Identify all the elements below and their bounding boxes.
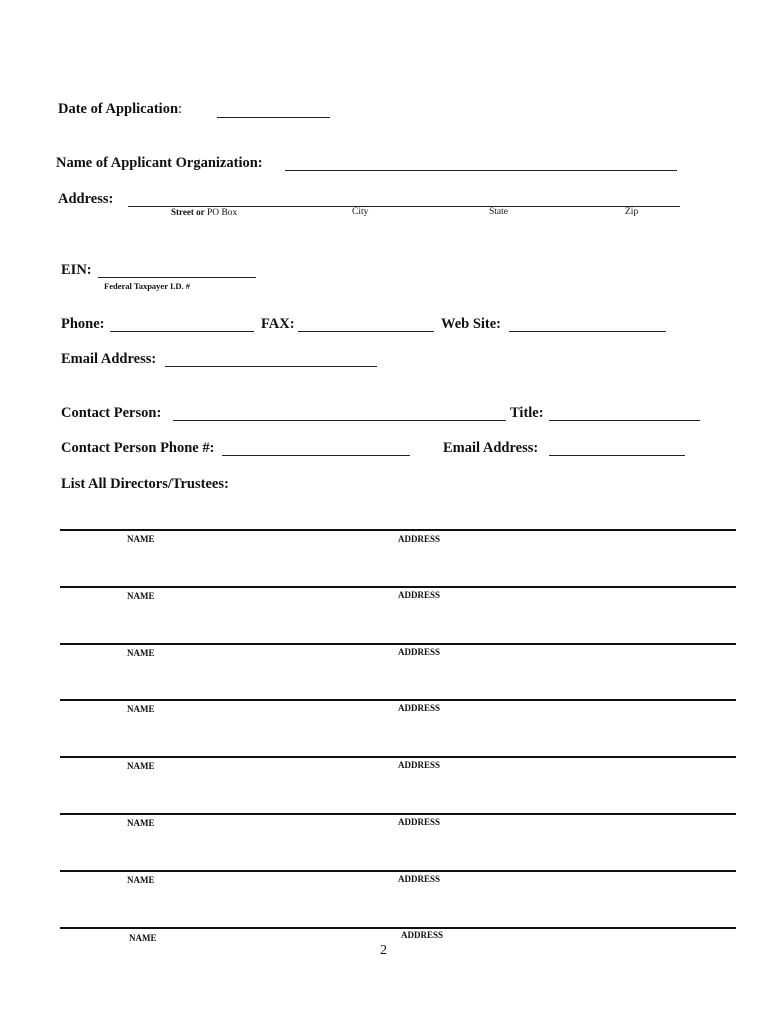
contact-person-field[interactable] [173, 407, 506, 421]
director-name-header: NAME [127, 761, 155, 771]
director-name-header: NAME [127, 534, 155, 544]
director-entry-line[interactable] [60, 756, 736, 758]
address-caption-street [171, 207, 237, 218]
director-entry-line[interactable] [60, 643, 736, 645]
date-of-application-field[interactable] [217, 104, 330, 118]
phone-label: Phone: [61, 316, 105, 332]
contact-person-label: Contact Person: [61, 405, 162, 421]
title-label: Title: [510, 405, 544, 421]
street-caption-rest: PO Box [204, 208, 238, 218]
fax-field[interactable] [298, 318, 434, 332]
director-address-header: ADDRESS [398, 590, 441, 600]
director-name-header: NAME [127, 875, 155, 885]
street-caption-bold: Street or [171, 207, 205, 217]
ein-field[interactable] [98, 264, 256, 278]
applicant-organization-label: Name of Applicant Organization: [56, 155, 263, 171]
director-name-header: NAME [127, 818, 155, 828]
date-label-colon: : [178, 101, 183, 117]
ein-label: EIN: [61, 262, 92, 278]
address-field[interactable] [128, 193, 680, 207]
contact-phone-field[interactable] [222, 442, 410, 456]
director-entry-line[interactable] [60, 586, 736, 588]
director-address-header: ADDRESS [398, 647, 441, 657]
director-entry-line[interactable] [60, 529, 736, 531]
title-field[interactable] [549, 407, 700, 421]
contact-phone-label: Contact Person Phone #: [61, 440, 215, 456]
ein-caption: Federal Taxpayer I.D. # [104, 281, 191, 291]
email-address-field[interactable] [165, 353, 377, 367]
fax-label: FAX: [261, 316, 295, 332]
director-address-header: ADDRESS [398, 760, 441, 770]
date-of-application-label [58, 101, 182, 118]
director-address-header: ADDRESS [398, 703, 441, 713]
page-number: 2 [380, 943, 387, 958]
address-caption-city: City [352, 207, 369, 217]
applicant-organization-field[interactable] [285, 157, 677, 171]
director-entry-line[interactable] [60, 699, 736, 701]
director-address-header: ADDRESS [398, 817, 441, 827]
phone-field[interactable] [110, 318, 254, 332]
director-entry-line[interactable] [60, 927, 736, 929]
website-field[interactable] [509, 318, 666, 332]
director-address-header: ADDRESS [398, 874, 441, 884]
email-address-label: Email Address: [61, 351, 157, 367]
address-caption-zip: Zip [625, 207, 639, 217]
director-address-header: ADDRESS [398, 534, 441, 544]
address-caption-state: State [489, 207, 508, 217]
director-entry-line[interactable] [60, 870, 736, 872]
director-name-header: NAME [127, 591, 155, 601]
director-entry-line[interactable] [60, 813, 736, 815]
website-label: Web Site: [441, 316, 502, 332]
contact-email-label: Email Address: [443, 440, 539, 456]
director-name-header: NAME [127, 704, 155, 714]
director-name-header: NAME [129, 933, 157, 943]
contact-email-field[interactable] [549, 442, 685, 456]
address-label: Address: [58, 191, 114, 207]
directors-trustees-label: List All Directors/Trustees: [61, 476, 229, 492]
date-label-text: Date of Application [58, 101, 179, 117]
director-name-header: NAME [127, 648, 155, 658]
director-address-header: ADDRESS [401, 930, 444, 940]
